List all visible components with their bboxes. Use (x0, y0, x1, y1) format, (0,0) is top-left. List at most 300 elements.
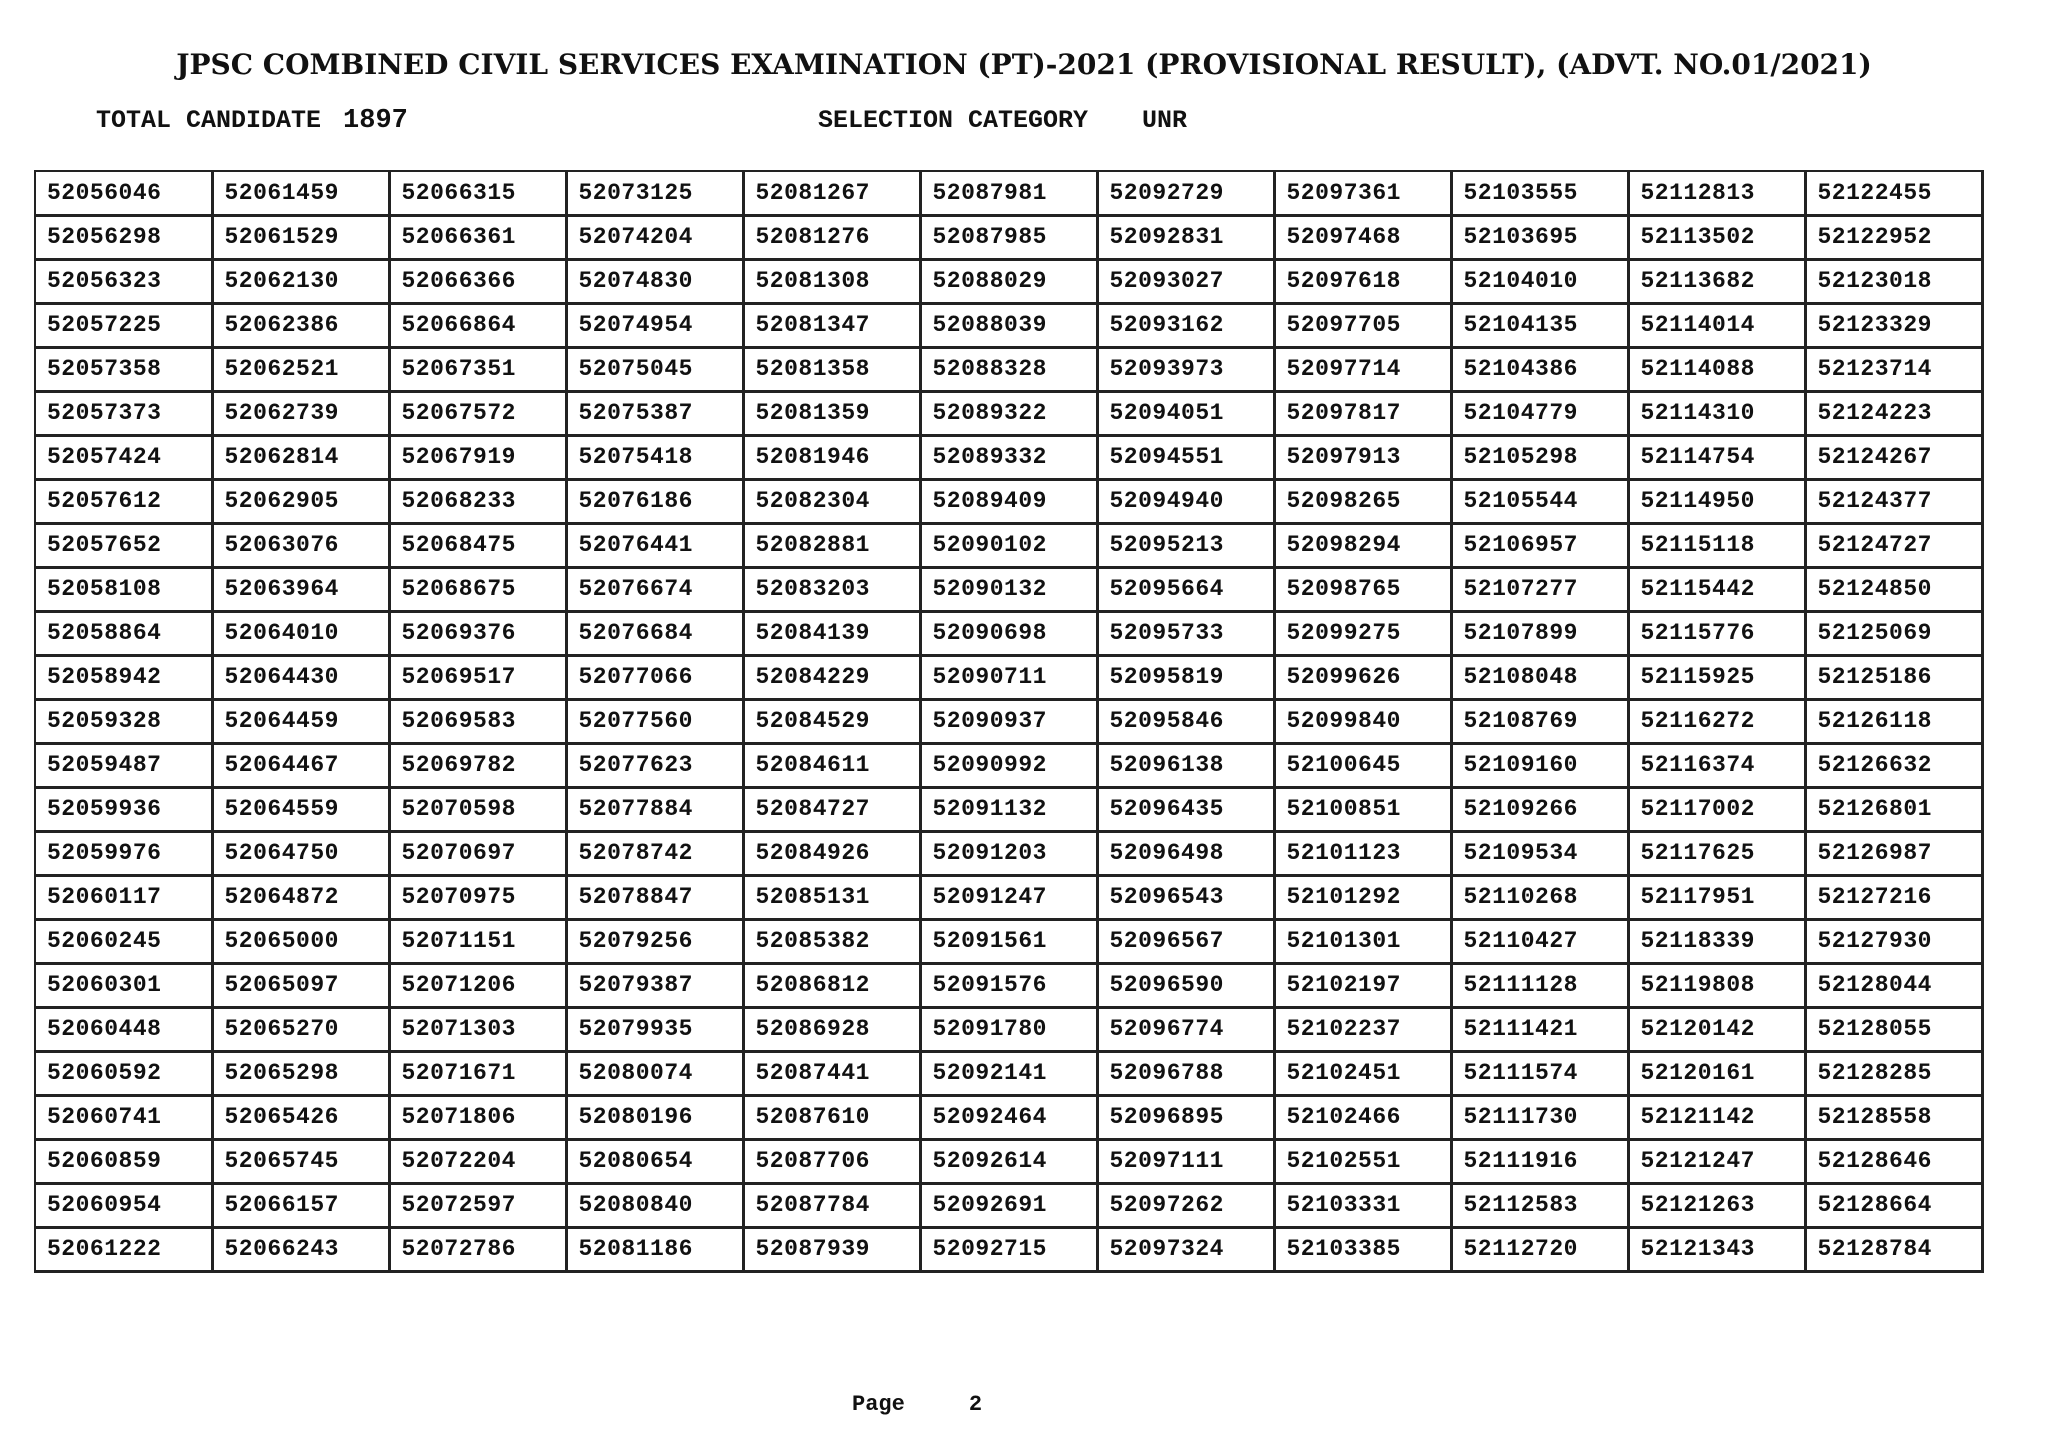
roll-number-cell: 52064872 (212, 875, 389, 919)
roll-number-cell: 52072786 (389, 1227, 566, 1271)
roll-number-cell: 52063076 (212, 523, 389, 567)
roll-number-cell: 52066361 (389, 215, 566, 259)
roll-number-cell: 52057373 (35, 391, 212, 435)
roll-number-cell: 52087784 (743, 1183, 920, 1227)
table-row (35, 347, 1982, 391)
roll-number-cell: 52080654 (566, 1139, 743, 1183)
roll-number-cell: 52098765 (1274, 567, 1451, 611)
roll-number-cell: 52105544 (1451, 479, 1628, 523)
roll-number-cell: 52080840 (566, 1183, 743, 1227)
roll-number-cell: 52127216 (1805, 875, 1982, 919)
roll-number-cell: 52064467 (212, 743, 389, 787)
roll-number-cell: 52061529 (212, 215, 389, 259)
roll-number-cell: 52067351 (389, 347, 566, 391)
roll-number-cell: 52081267 (743, 171, 920, 215)
roll-number-cell: 52065426 (212, 1095, 389, 1139)
roll-number-cell: 52111421 (1451, 1007, 1628, 1051)
roll-number-cell: 52107899 (1451, 611, 1628, 655)
roll-number-cell: 52128784 (1805, 1227, 1982, 1271)
roll-number-cell: 52084529 (743, 699, 920, 743)
table-row (35, 567, 1982, 611)
roll-number-cell: 52124377 (1805, 479, 1982, 523)
roll-number-cell: 52092141 (920, 1051, 1097, 1095)
roll-number-cell: 52056298 (35, 215, 212, 259)
roll-number-cell: 52128558 (1805, 1095, 1982, 1139)
roll-number-cell: 52072204 (389, 1139, 566, 1183)
roll-number-cell: 52091247 (920, 875, 1097, 919)
roll-number-cell: 52120161 (1628, 1051, 1805, 1095)
roll-number-cell: 52060245 (35, 919, 212, 963)
roll-number-cell: 52062814 (212, 435, 389, 479)
roll-number-cell: 52077623 (566, 743, 743, 787)
roll-number-cell: 52070975 (389, 875, 566, 919)
table-row (35, 1183, 1982, 1227)
table-row (35, 831, 1982, 875)
roll-number-cell: 52080074 (566, 1051, 743, 1095)
roll-number-cell: 52087939 (743, 1227, 920, 1271)
roll-number-cell: 52118339 (1628, 919, 1805, 963)
roll-number-cell: 52081946 (743, 435, 920, 479)
roll-number-cell: 52095664 (1097, 567, 1274, 611)
roll-number-cell: 52115776 (1628, 611, 1805, 655)
roll-number-cell: 52065298 (212, 1051, 389, 1095)
roll-number-cell: 52063964 (212, 567, 389, 611)
roll-number-cell: 52124850 (1805, 567, 1982, 611)
roll-number-cell: 52114950 (1628, 479, 1805, 523)
roll-number-cell: 52120142 (1628, 1007, 1805, 1051)
roll-number-cell: 52128044 (1805, 963, 1982, 1007)
roll-number-cell: 52113682 (1628, 259, 1805, 303)
table-row (35, 435, 1982, 479)
roll-number-cell: 52104779 (1451, 391, 1628, 435)
roll-number-cell: 52067572 (389, 391, 566, 435)
roll-number-cell: 52087706 (743, 1139, 920, 1183)
roll-number-cell: 52081347 (743, 303, 920, 347)
roll-number-cell: 52095733 (1097, 611, 1274, 655)
roll-number-cell: 52121247 (1628, 1139, 1805, 1183)
roll-number-cell: 52077884 (566, 787, 743, 831)
roll-number-cell: 52074830 (566, 259, 743, 303)
roll-number-cell: 52104135 (1451, 303, 1628, 347)
table-row (35, 1227, 1982, 1271)
roll-number-cell: 52058942 (35, 655, 212, 699)
roll-number-cell: 52071806 (389, 1095, 566, 1139)
roll-number-cell: 52085382 (743, 919, 920, 963)
roll-number-cell: 52126987 (1805, 831, 1982, 875)
roll-number-cell: 52087985 (920, 215, 1097, 259)
roll-number-cell: 52075387 (566, 391, 743, 435)
roll-number-cell: 52087441 (743, 1051, 920, 1095)
total-candidate-label: TOTAL CANDIDATE (96, 106, 322, 135)
roll-number-cell: 52112583 (1451, 1183, 1628, 1227)
roll-number-cell: 52098265 (1274, 479, 1451, 523)
roll-number-cell: 52102551 (1274, 1139, 1451, 1183)
roll-number-cell: 52103331 (1274, 1183, 1451, 1227)
roll-number-cell: 52107277 (1451, 567, 1628, 611)
roll-number-cell: 52084727 (743, 787, 920, 831)
page-number: 2 (968, 1392, 983, 1417)
roll-number-cell: 52075418 (566, 435, 743, 479)
roll-number-cell: 52109266 (1451, 787, 1628, 831)
roll-number-cell: 52128285 (1805, 1051, 1982, 1095)
roll-number-cell: 52064010 (212, 611, 389, 655)
roll-number-cell: 52100645 (1274, 743, 1451, 787)
roll-number-table-body (35, 171, 1982, 1271)
roll-number-cell: 52087981 (920, 171, 1097, 215)
roll-number-cell: 52111574 (1451, 1051, 1628, 1095)
roll-number-cell: 52128646 (1805, 1139, 1982, 1183)
table-row (35, 787, 1982, 831)
table-row (35, 963, 1982, 1007)
table-row (35, 743, 1982, 787)
roll-number-cell: 52109534 (1451, 831, 1628, 875)
roll-number-cell: 52103555 (1451, 171, 1628, 215)
roll-number-cell: 52093027 (1097, 259, 1274, 303)
roll-number-cell: 52058864 (35, 611, 212, 655)
roll-number-cell: 52121142 (1628, 1095, 1805, 1139)
roll-number-cell: 52102237 (1274, 1007, 1451, 1051)
roll-number-cell: 52060741 (35, 1095, 212, 1139)
roll-number-cell: 52056046 (35, 171, 212, 215)
roll-number-cell: 52112720 (1451, 1227, 1628, 1271)
roll-number-cell: 52066315 (389, 171, 566, 215)
roll-number-cell: 52078847 (566, 875, 743, 919)
roll-number-cell: 52092729 (1097, 171, 1274, 215)
roll-number-cell: 52068475 (389, 523, 566, 567)
roll-number-cell: 52068233 (389, 479, 566, 523)
roll-number-cell: 52103695 (1451, 215, 1628, 259)
roll-number-cell: 52065270 (212, 1007, 389, 1051)
roll-number-cell: 52060859 (35, 1139, 212, 1183)
roll-number-cell: 52098294 (1274, 523, 1451, 567)
page-footer (852, 1392, 982, 1417)
roll-number-cell: 52084139 (743, 611, 920, 655)
roll-number-cell: 52058108 (35, 567, 212, 611)
roll-number-cell: 52059328 (35, 699, 212, 743)
roll-number-cell: 52096498 (1097, 831, 1274, 875)
roll-number-cell: 52125186 (1805, 655, 1982, 699)
roll-number-cell: 52111730 (1451, 1095, 1628, 1139)
roll-number-cell: 52084926 (743, 831, 920, 875)
roll-number-cell: 52109160 (1451, 743, 1628, 787)
roll-number-cell: 52096138 (1097, 743, 1274, 787)
total-candidate-value: 1897 (343, 106, 408, 136)
roll-number-cell: 52121343 (1628, 1227, 1805, 1271)
roll-number-cell: 52061459 (212, 171, 389, 215)
roll-number-cell: 52092691 (920, 1183, 1097, 1227)
roll-number-cell: 52069782 (389, 743, 566, 787)
roll-number-cell: 52060301 (35, 963, 212, 1007)
roll-number-cell: 52076674 (566, 567, 743, 611)
roll-number-cell: 52091132 (920, 787, 1097, 831)
roll-number-cell: 52097361 (1274, 171, 1451, 215)
selection-category-value: UNR (1142, 106, 1188, 135)
roll-number-cell: 52059936 (35, 787, 212, 831)
roll-number-cell: 52060592 (35, 1051, 212, 1095)
roll-number-cell: 52060117 (35, 875, 212, 919)
roll-number-cell: 52057358 (35, 347, 212, 391)
roll-number-cell: 52096788 (1097, 1051, 1274, 1095)
roll-number-cell: 52112813 (1628, 171, 1805, 215)
table-row (35, 1051, 1982, 1095)
roll-number-cell: 52110268 (1451, 875, 1628, 919)
roll-number-cell: 52090711 (920, 655, 1097, 699)
roll-number-cell: 52097913 (1274, 435, 1451, 479)
roll-number-cell: 52066366 (389, 259, 566, 303)
roll-number-cell: 52124727 (1805, 523, 1982, 567)
roll-number-cell: 52085131 (743, 875, 920, 919)
roll-number-cell: 52099275 (1274, 611, 1451, 655)
roll-number-cell: 52090698 (920, 611, 1097, 655)
roll-number-cell: 52088029 (920, 259, 1097, 303)
roll-number-cell: 52060448 (35, 1007, 212, 1051)
roll-number-cell: 52111916 (1451, 1139, 1628, 1183)
roll-number-cell: 52066157 (212, 1183, 389, 1227)
roll-number-cell: 52059487 (35, 743, 212, 787)
roll-number-cell: 52057612 (35, 479, 212, 523)
roll-number-cell: 52126632 (1805, 743, 1982, 787)
roll-number-cell: 52091780 (920, 1007, 1097, 1051)
roll-number-cell: 52097111 (1097, 1139, 1274, 1183)
roll-number-cell: 52114088 (1628, 347, 1805, 391)
roll-number-cell: 52117002 (1628, 787, 1805, 831)
roll-number-cell: 52114014 (1628, 303, 1805, 347)
roll-number-cell: 52071671 (389, 1051, 566, 1095)
roll-number-cell: 52126118 (1805, 699, 1982, 743)
roll-number-cell: 52076186 (566, 479, 743, 523)
roll-number-cell: 52116272 (1628, 699, 1805, 743)
selection-category (818, 106, 1187, 135)
roll-number-cell: 52114754 (1628, 435, 1805, 479)
roll-number-cell: 52082304 (743, 479, 920, 523)
roll-number-cell: 52122952 (1805, 215, 1982, 259)
roll-number-cell: 52069583 (389, 699, 566, 743)
table-row (35, 215, 1982, 259)
roll-number-cell: 52079935 (566, 1007, 743, 1051)
roll-number-cell: 52111128 (1451, 963, 1628, 1007)
roll-number-table (34, 170, 1984, 1273)
roll-number-cell: 52070598 (389, 787, 566, 831)
roll-number-cell: 52087610 (743, 1095, 920, 1139)
table-row (35, 391, 1982, 435)
roll-number-cell: 52108048 (1451, 655, 1628, 699)
roll-number-cell: 52094051 (1097, 391, 1274, 435)
roll-number-cell: 52090992 (920, 743, 1097, 787)
table-row (35, 655, 1982, 699)
roll-number-cell: 52102451 (1274, 1051, 1451, 1095)
roll-number-cell: 52081308 (743, 259, 920, 303)
roll-number-cell: 52069517 (389, 655, 566, 699)
roll-number-cell: 52074204 (566, 215, 743, 259)
selection-category-label: SELECTION CATEGORY (818, 106, 1089, 135)
roll-number-cell: 52076684 (566, 611, 743, 655)
roll-number-cell: 52089332 (920, 435, 1097, 479)
roll-number-cell: 52077560 (566, 699, 743, 743)
roll-number-cell: 52128055 (1805, 1007, 1982, 1051)
roll-number-cell: 52099840 (1274, 699, 1451, 743)
roll-number-cell: 52088039 (920, 303, 1097, 347)
roll-number-cell: 52108769 (1451, 699, 1628, 743)
roll-number-cell: 52101301 (1274, 919, 1451, 963)
roll-number-cell: 52095213 (1097, 523, 1274, 567)
roll-number-cell: 52082881 (743, 523, 920, 567)
roll-number-cell: 52096543 (1097, 875, 1274, 919)
roll-number-cell: 52096774 (1097, 1007, 1274, 1051)
table-row (35, 611, 1982, 655)
roll-number-cell: 52126801 (1805, 787, 1982, 831)
roll-number-cell: 52057225 (35, 303, 212, 347)
roll-number-cell: 52089409 (920, 479, 1097, 523)
roll-number-cell: 52123329 (1805, 303, 1982, 347)
roll-number-cell: 52116374 (1628, 743, 1805, 787)
roll-number-cell: 52113502 (1628, 215, 1805, 259)
roll-number-cell: 52119808 (1628, 963, 1805, 1007)
roll-number-cell: 52124267 (1805, 435, 1982, 479)
roll-number-cell: 52114310 (1628, 391, 1805, 435)
roll-number-cell: 52123018 (1805, 259, 1982, 303)
page-title: JPSC COMBINED CIVIL SERVICES EXAMINATION (PT)-2021 (PROVISIONAL RESULT), (ADVT. NO.01/2021) (176, 48, 1872, 81)
roll-number-cell: 52069376 (389, 611, 566, 655)
roll-number-cell: 52073125 (566, 171, 743, 215)
roll-number-cell: 52057652 (35, 523, 212, 567)
roll-number-cell: 52096435 (1097, 787, 1274, 831)
table-row (35, 479, 1982, 523)
roll-number-cell: 52123714 (1805, 347, 1982, 391)
roll-number-cell: 52081359 (743, 391, 920, 435)
roll-number-cell: 52092464 (920, 1095, 1097, 1139)
roll-number-cell: 52095846 (1097, 699, 1274, 743)
roll-number-cell: 52124223 (1805, 391, 1982, 435)
roll-number-cell: 52090937 (920, 699, 1097, 743)
roll-number-cell: 52097817 (1274, 391, 1451, 435)
roll-number-cell: 52106957 (1451, 523, 1628, 567)
roll-number-cell: 52081276 (743, 215, 920, 259)
roll-number-cell: 52115442 (1628, 567, 1805, 611)
table-row (35, 1139, 1982, 1183)
roll-number-cell: 52071303 (389, 1007, 566, 1051)
roll-number-cell: 52074954 (566, 303, 743, 347)
roll-number-cell: 52065745 (212, 1139, 389, 1183)
roll-number-cell: 52093973 (1097, 347, 1274, 391)
roll-number-cell: 52095819 (1097, 655, 1274, 699)
roll-number-cell: 52092715 (920, 1227, 1097, 1271)
roll-number-cell: 52091576 (920, 963, 1097, 1007)
roll-number-cell: 52127930 (1805, 919, 1982, 963)
table-row (35, 171, 1982, 215)
roll-number-cell: 52062130 (212, 259, 389, 303)
roll-number-cell: 52104010 (1451, 259, 1628, 303)
roll-number-cell: 52079387 (566, 963, 743, 1007)
roll-number-cell: 52064430 (212, 655, 389, 699)
roll-number-cell: 52080196 (566, 1095, 743, 1139)
roll-number-cell: 52065000 (212, 919, 389, 963)
roll-number-cell: 52062905 (212, 479, 389, 523)
table-row (35, 303, 1982, 347)
roll-number-cell: 52084611 (743, 743, 920, 787)
roll-number-cell: 52125069 (1805, 611, 1982, 655)
roll-number-cell: 52062739 (212, 391, 389, 435)
table-row (35, 1095, 1982, 1139)
roll-number-cell: 52062521 (212, 347, 389, 391)
roll-number-cell: 52064750 (212, 831, 389, 875)
roll-number-cell: 52115118 (1628, 523, 1805, 567)
roll-number-cell: 52100851 (1274, 787, 1451, 831)
table-row (35, 919, 1982, 963)
roll-number-cell: 52078742 (566, 831, 743, 875)
roll-number-cell: 52110427 (1451, 919, 1628, 963)
table-row (35, 1007, 1982, 1051)
table-row (35, 259, 1982, 303)
roll-number-cell: 52070697 (389, 831, 566, 875)
roll-number-cell: 52117625 (1628, 831, 1805, 875)
roll-number-cell: 52060954 (35, 1183, 212, 1227)
roll-number-cell: 52067919 (389, 435, 566, 479)
roll-number-cell: 52072597 (389, 1183, 566, 1227)
roll-number-cell: 52093162 (1097, 303, 1274, 347)
table-row (35, 699, 1982, 743)
roll-number-cell: 52088328 (920, 347, 1097, 391)
roll-number-cell: 52103385 (1274, 1227, 1451, 1271)
roll-number-cell: 52092614 (920, 1139, 1097, 1183)
roll-number-cell: 52096567 (1097, 919, 1274, 963)
roll-number-cell: 52121263 (1628, 1183, 1805, 1227)
roll-number-cell: 52091203 (920, 831, 1097, 875)
roll-number-cell: 52097262 (1097, 1183, 1274, 1227)
roll-number-cell: 52064459 (212, 699, 389, 743)
roll-number-cell: 52086928 (743, 1007, 920, 1051)
roll-number-cell: 52101123 (1274, 831, 1451, 875)
roll-number-cell: 52068675 (389, 567, 566, 611)
roll-number-cell: 52066864 (389, 303, 566, 347)
total-candidate (96, 106, 408, 136)
roll-number-cell: 52094551 (1097, 435, 1274, 479)
roll-number-cell: 52097705 (1274, 303, 1451, 347)
roll-number-cell: 52097714 (1274, 347, 1451, 391)
roll-number-cell: 52056323 (35, 259, 212, 303)
table-row (35, 523, 1982, 567)
roll-number-cell: 52066243 (212, 1227, 389, 1271)
roll-number-cell: 52071151 (389, 919, 566, 963)
roll-number-cell: 52079256 (566, 919, 743, 963)
roll-number-cell: 52064559 (212, 787, 389, 831)
roll-number-cell: 52096895 (1097, 1095, 1274, 1139)
roll-number-cell: 52097468 (1274, 215, 1451, 259)
roll-number-cell: 52094940 (1097, 479, 1274, 523)
roll-number-cell: 52102466 (1274, 1095, 1451, 1139)
roll-number-cell: 52081186 (566, 1227, 743, 1271)
roll-number-cell: 52084229 (743, 655, 920, 699)
roll-number-cell: 52099626 (1274, 655, 1451, 699)
roll-number-cell: 52092831 (1097, 215, 1274, 259)
roll-number-cell: 52057424 (35, 435, 212, 479)
roll-number-cell: 52065097 (212, 963, 389, 1007)
roll-number-cell: 52122455 (1805, 171, 1982, 215)
roll-number-cell: 52128664 (1805, 1183, 1982, 1227)
roll-number-cell: 52102197 (1274, 963, 1451, 1007)
table-row (35, 875, 1982, 919)
roll-number-cell: 52105298 (1451, 435, 1628, 479)
roll-number-cell: 52083203 (743, 567, 920, 611)
roll-number-cell: 52090132 (920, 567, 1097, 611)
roll-number-cell: 52086812 (743, 963, 920, 1007)
roll-number-cell: 52089322 (920, 391, 1097, 435)
roll-number-cell: 52096590 (1097, 963, 1274, 1007)
page-label: Page (852, 1392, 905, 1417)
roll-number-cell: 52091561 (920, 919, 1097, 963)
roll-number-cell: 52081358 (743, 347, 920, 391)
roll-number-cell: 52075045 (566, 347, 743, 391)
roll-number-cell: 52076441 (566, 523, 743, 567)
